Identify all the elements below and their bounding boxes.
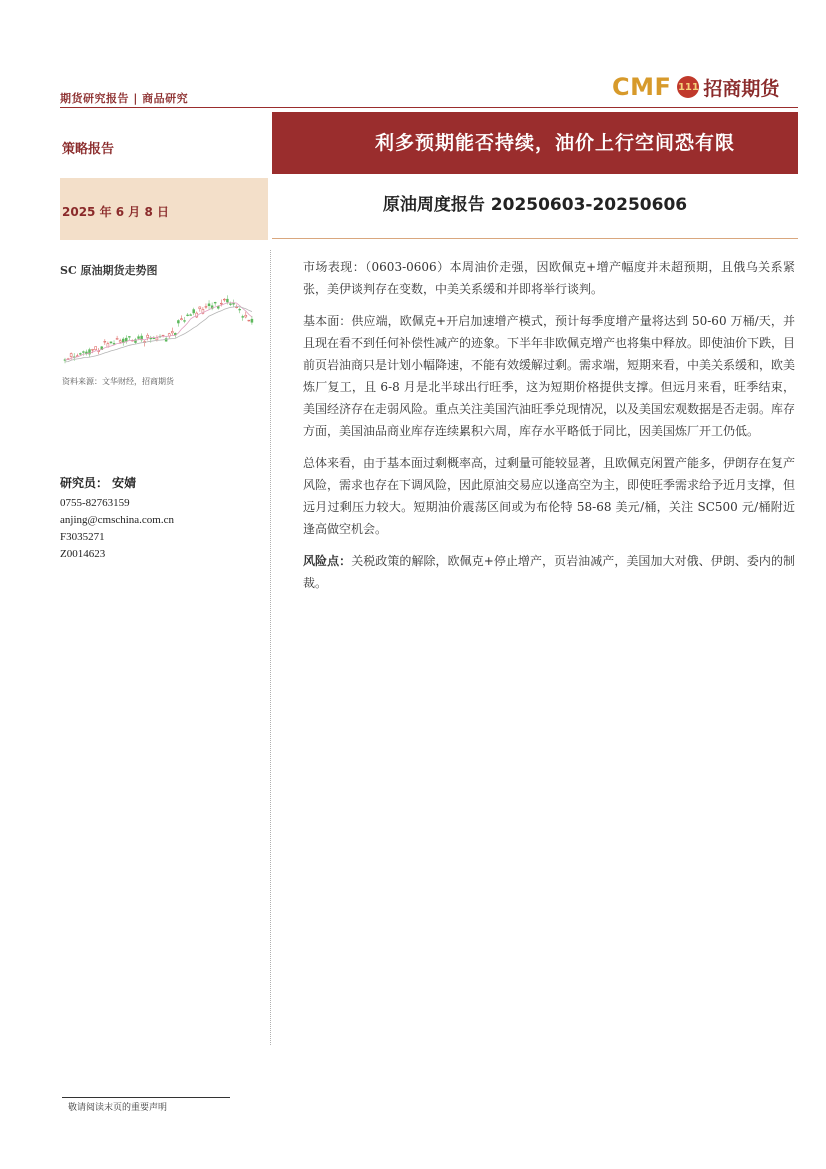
candle-body [79, 353, 81, 354]
analyst-license-f: F3035271 [60, 531, 105, 543]
analyst-name: 研究员： 安婧 [60, 476, 137, 490]
candle-body [251, 319, 253, 322]
candle-body [156, 338, 158, 340]
subtitle-divider [272, 238, 798, 239]
candle-body [229, 304, 231, 305]
report-date: 2025 年 6 月 8 日 [62, 205, 169, 219]
candle-body [92, 349, 94, 350]
moving-average-line-1 [65, 303, 252, 360]
candle-body [82, 352, 84, 353]
company-logo [612, 70, 779, 104]
candle-body [220, 303, 222, 304]
candle-body [245, 315, 247, 317]
analyst-email: anjing@cmschina.com.cn [60, 514, 174, 526]
candle-body [199, 307, 201, 309]
candle-body [180, 319, 182, 320]
candlestick-chart-svg [60, 282, 258, 372]
moving-average-line-2 [65, 307, 252, 362]
candle-body [138, 337, 140, 339]
header-divider [60, 107, 798, 108]
chart-source: 资料来源：文华财经，招商期货 [62, 377, 174, 386]
candle-body [128, 336, 130, 337]
candle-body [95, 347, 97, 350]
candle-body [205, 306, 207, 307]
footer-divider [62, 1097, 230, 1098]
candle-body [236, 307, 238, 308]
candle-body [113, 343, 115, 344]
category-label: 策略报告 [62, 142, 115, 157]
candle-body [116, 338, 118, 339]
analyst-phone: 0755-82763159 [60, 497, 130, 509]
candle-body [190, 315, 192, 316]
candle-body [150, 338, 152, 339]
candle-body [119, 341, 121, 342]
logo-latin: CMF [612, 73, 672, 101]
summary-paragraph: 总体来看，由于基本面过剩概率高，过剩量可能较显著，且欧佩克闲置产能多，伊朗存在复产风险，需求也存在下调风险，因此原油交易应以逢高空为主，即使旺季需求给予近月支撑，但远月过剩压力较大。短期油价震荡区间或为布伦特 58-68 美元/桶，关注 SC500 元/桶附近逢高做空机会。 [303, 456, 796, 536]
footer-disclaimer: 敬请阅读末页的重要声明 [68, 1103, 168, 1113]
candle-body [248, 320, 250, 321]
logo-mark-icon: 111 [677, 76, 699, 98]
candle-body [223, 299, 225, 300]
candle-body [125, 338, 127, 341]
report-subtitle: 原油周度报告 20250603-20250606 [382, 195, 688, 215]
market-performance-paragraph: 市场表现：（0603-0606）本周油价走强，因欧佩克+增产幅度并未超预期，且俄乌关系紧张，美伊谈判存在变数，中美关系缓和并即将举行谈判。 [303, 260, 795, 296]
candle-body [177, 320, 179, 323]
candle-body [193, 310, 195, 313]
risk-paragraph [303, 550, 795, 594]
candle-body [208, 304, 210, 306]
candle-body [214, 302, 216, 303]
risk-label: 风险点： [303, 554, 352, 568]
column-divider [270, 250, 271, 1045]
candle-body [187, 315, 189, 316]
fundamentals-paragraph: 基本面：供应端，欧佩克+开启加速增产模式，预计每季度增产量将达到 50-60 万桶/天，并且现在看不到任何补偿性减产的迹象。下半年非欧佩克增产也将集中释放。即使油价下跌，目前页岩油商只是计划小幅降速，不能有效缓解过剩。需求端，短期来看，中美关系缓和，欧美炼厂复工，且 6-8 月是北半球出行旺季，这为短期价格提供支撑。但远月来看，旺季结束，美国经济存在走弱风险。重点关注美国汽油旺季兑现情况，以及美国宏观数据是否走弱。库存方面，美国油品商业库存连续累积六周，库存水平略低于同比，因美国炼厂开工仍低。 [303, 314, 796, 438]
analyst-license-z: Z0014623 [60, 548, 106, 560]
candle-body [70, 354, 72, 357]
report-title: 利多预期能否持续，油价上行空间恐有限 [374, 132, 735, 154]
candle-body [242, 316, 244, 317]
candle-body [104, 341, 106, 342]
candlestick-series [64, 295, 253, 363]
risk-text: 关税政策的解除，欧佩克+停止增产，页岩油减产，美国加大对俄、伊朗、委内的制裁。 [303, 554, 795, 590]
chart-label: SC 原油期货走势图 [60, 264, 158, 277]
report-type-label: 期货研究报告 | 商品研究 [60, 92, 189, 105]
price-chart-image [60, 282, 258, 372]
candle-body [226, 299, 228, 302]
logo-chinese: 招商期货 [703, 77, 780, 100]
candle-body [217, 306, 219, 308]
candle-body [171, 331, 173, 332]
candle-body [239, 309, 241, 310]
candle-body [184, 321, 186, 322]
report-body [303, 256, 795, 604]
candle-body [147, 335, 149, 337]
candle-body [110, 342, 112, 343]
